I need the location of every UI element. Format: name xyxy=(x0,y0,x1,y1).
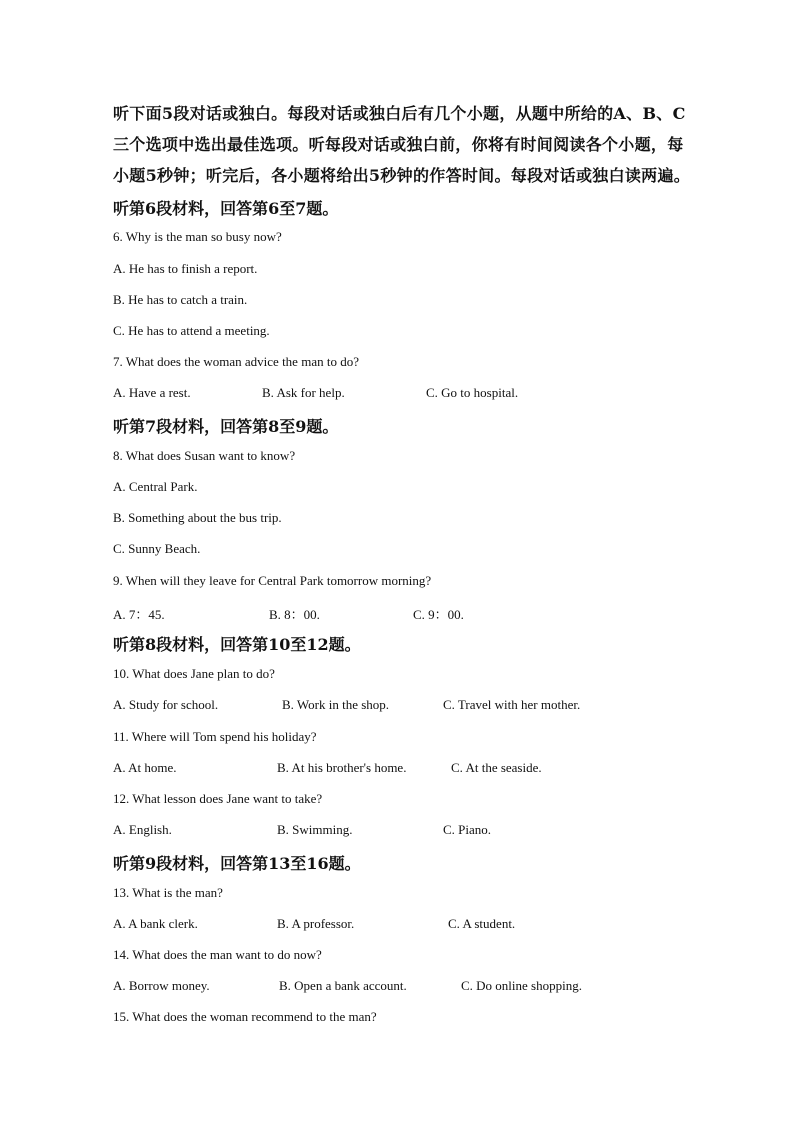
option-c: C. Do online shopping. xyxy=(461,978,582,993)
option-a: A. A bank clerk. xyxy=(113,916,198,931)
option-a: A. English. xyxy=(113,822,172,837)
question: 14. What does the man want to do now? xyxy=(113,947,322,962)
option-a: A. 7：45. xyxy=(113,607,165,622)
option-b: B. He has to catch a train. xyxy=(113,292,248,307)
option-c: C. 9：00. xyxy=(413,607,464,622)
option-a: A. He has to finish a report. xyxy=(113,261,258,276)
instruction-line: 小题5秒钟；听完后，各小题将给出5秒钟的作答时间。每段对话或独白读两遍。 xyxy=(113,166,691,185)
option-c: C. A student. xyxy=(448,916,516,931)
option-c: C. Go to hospital. xyxy=(426,385,519,400)
instructions xyxy=(113,98,698,191)
question: 13. What is the man? xyxy=(113,885,223,900)
option-b: B. Work in the shop. xyxy=(282,697,390,712)
section-heading: 听第6段材料，回答第6至7题。 xyxy=(113,199,339,218)
option-c: C. Piano. xyxy=(443,822,492,837)
option-a: A. Study for school. xyxy=(113,697,219,712)
option-a: A. Borrow money. xyxy=(113,978,210,993)
option-b: B. Swimming. xyxy=(277,822,353,837)
question: 8. What does Susan want to know? xyxy=(113,448,296,463)
question: 15. What does the woman recommend to the man? xyxy=(113,1009,377,1024)
question: 11. Where will Tom spend his holiday? xyxy=(113,729,317,744)
question: 6. Why is the man so busy now? xyxy=(113,229,282,244)
question: 10. What does Jane plan to do? xyxy=(113,666,275,681)
option-b: B. Ask for help. xyxy=(262,385,345,400)
option-b: B. 8：00. xyxy=(269,607,320,622)
section-heading: 听第7段材料，回答第8至9题。 xyxy=(113,417,339,436)
option-a: A. At home. xyxy=(113,760,177,775)
option-b: B. At his brother's home. xyxy=(277,760,407,775)
option-a: A. Central Park. xyxy=(113,479,198,494)
option-c: C. He has to attend a meeting. xyxy=(113,323,270,338)
question: 7. What does the woman advice the man to do? xyxy=(113,354,359,369)
option-c: C. Travel with her mother. xyxy=(443,697,581,712)
option-b: B. A professor. xyxy=(277,916,355,931)
option-b: B. Open a bank account. xyxy=(279,978,407,993)
question: 9. When will they leave for Central Park tomorrow morning? xyxy=(113,573,432,588)
instruction-line: 三个选项中选出最佳选项。听每段对话或独白前，你将有时间阅读各个小题，每 xyxy=(113,135,684,154)
option-c: C. Sunny Beach. xyxy=(113,541,201,556)
section-heading: 听第9段材料，回答第13至16题。 xyxy=(113,854,361,873)
option-a: A. Have a rest. xyxy=(113,385,191,400)
section-heading: 听第8段材料，回答第10至12题。 xyxy=(113,635,361,654)
instruction-line: 听下面5段对话或独白。每段对话或独白后有几个小题，从题中所给的A、B、C xyxy=(113,104,686,123)
option-c: C. At the seaside. xyxy=(451,760,542,775)
question: 12. What lesson does Jane want to take? xyxy=(113,791,323,806)
option-b: B. Something about the bus trip. xyxy=(113,510,282,525)
